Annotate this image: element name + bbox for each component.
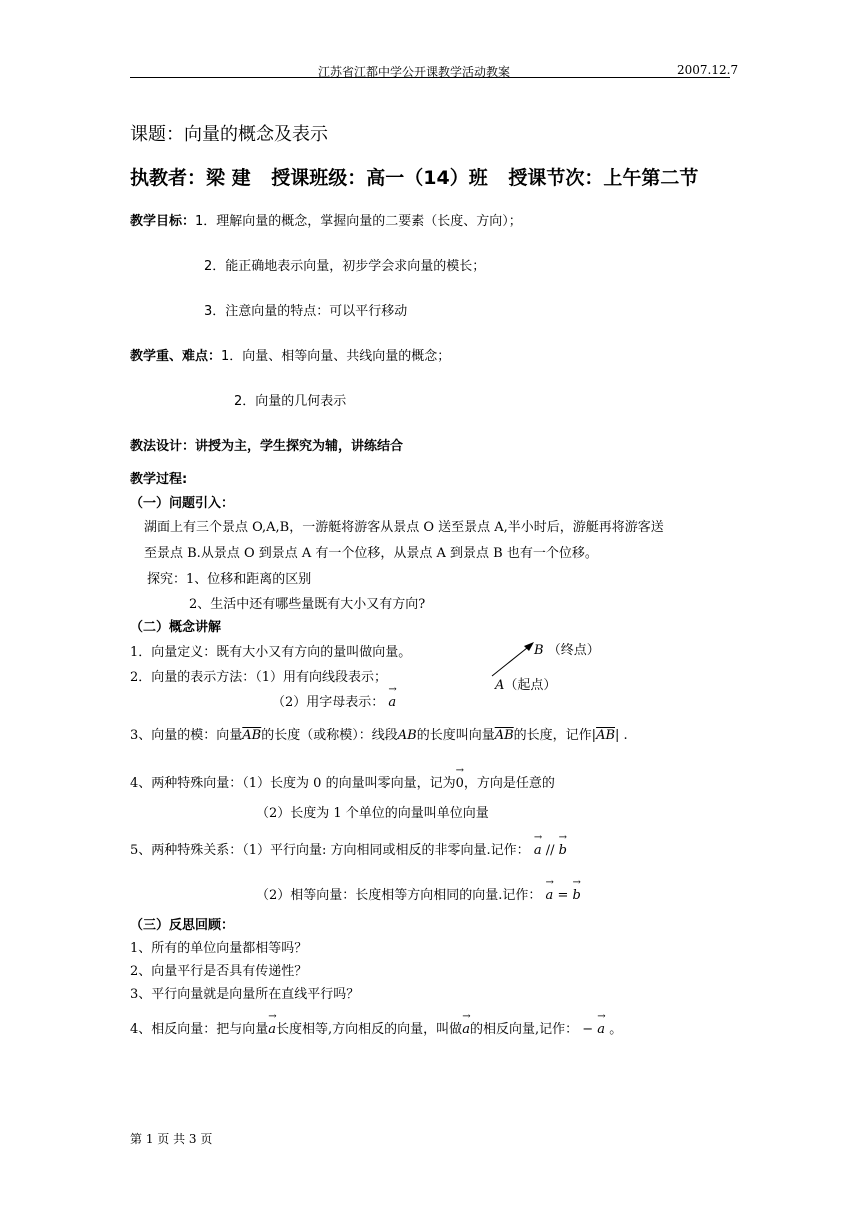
vector-a: → a [534, 843, 542, 858]
page-footer: 第 1 页 共 3 页 [130, 1132, 213, 1146]
header-rule [130, 77, 730, 78]
vector-ab: $\overline{AB}$ [596, 728, 616, 743]
lesson-topic: 课题：向量的概念及表示 [130, 124, 328, 145]
point-a-label [495, 674, 556, 693]
vector-ab: $\overline{AB}$ [494, 728, 514, 743]
intro-paragraph-line-2: 至景点 B.从景点 O 到景点 A 有一个位移，从景点 A 到景点 B 也有一个位移。 [144, 546, 598, 561]
segment-ab: AB [397, 728, 417, 743]
item-5 [130, 839, 567, 858]
header-title: 江苏省江都中学公开课教学活动教案 [318, 65, 511, 79]
item-5-2-text: （2）相等向量：长度相等方向相同的向量.记作： [256, 888, 542, 903]
key-points-label: 教学重、难点： [130, 349, 222, 364]
lesson-info [130, 163, 698, 190]
key-point-1-line [130, 345, 450, 364]
item-4-2: （2）长度为 1 个单位的向量叫单位向量 [256, 806, 489, 821]
objectives-label: 教学目标： [130, 214, 196, 229]
item-4-a: 4、两种特殊向量：（1）长度为 0 的向量叫零向量，记为 [130, 776, 456, 791]
teaching-method [130, 435, 403, 454]
point-a-note: （起点） [504, 678, 557, 693]
item-5-2 [256, 884, 581, 903]
explore-2: 2、生活中还有哪些量既有大小又有方向? [189, 597, 426, 612]
item-3-d: 的长度，记作| [513, 728, 597, 743]
item-1: 1．向量定义：既有大小又有方向的量叫做向量。 [130, 645, 412, 660]
point-a: A [495, 678, 505, 693]
minus-sign: − [582, 1022, 594, 1037]
q4-b: 长度相等,方向相反的向量，叫做 [276, 1022, 463, 1037]
q4-d: 。 [609, 1022, 623, 1037]
vector-line [492, 644, 532, 676]
vector-b: → b [559, 843, 567, 858]
objective-1: 1．理解向量的概念，掌握向量的二要素（长度、方向）； [195, 214, 522, 229]
item-3 [130, 724, 628, 743]
objective-3: 3．注意向量的特点：可以平行移动 [204, 304, 408, 319]
header-date: 2007.12.7 [677, 63, 739, 77]
vector-ab: $\overline{AB}$ [242, 728, 262, 743]
parallel-sign: // [545, 843, 555, 858]
point-b-label [534, 639, 600, 658]
vector-a: → a [462, 1022, 470, 1037]
intro-paragraph-line-1: 湖面上有三个景点 O,A,B，一游艇将游客从景点 O 送至景点 A,半小时后，游艇再将游客送 [144, 520, 664, 535]
point-b: B [534, 643, 544, 658]
section-1-heading: （一）问题引入： [130, 496, 235, 511]
point-b-note: （终点） [547, 643, 600, 658]
item-3-a: 3、向量的模：向量 [130, 728, 243, 743]
objective-2: 2．能正确地表示向量，初步学会求向量的模长； [204, 259, 486, 274]
vector-a: → a [546, 888, 554, 903]
item-5-a: 5、两种特殊关系：（1）平行向量: 方向相同或相反的非零向量.记作： [130, 843, 530, 858]
question-1: 1、所有的单位向量都相等吗？ [130, 941, 308, 956]
vector-a: → a [388, 695, 396, 710]
vector-a: → a [268, 1022, 276, 1037]
equals-sign: = [557, 888, 569, 903]
vector-a: → a [597, 1022, 605, 1037]
zero-vector: → 0 [456, 776, 464, 791]
item-4 [130, 772, 555, 791]
item-4-b: ，方向是任意的 [463, 776, 555, 791]
period: 授课节次：上午第二节 [508, 167, 699, 189]
q4-c: 的相反向量,记作： [469, 1022, 579, 1037]
process-label: 教学过程: [130, 472, 188, 487]
q4-a: 4、相反向量：把与向量 [130, 1022, 269, 1037]
question-3: 3、平行向量就是向量所在直线平行吗？ [130, 987, 360, 1002]
section-3-heading: （三）反思回顾： [130, 918, 235, 933]
item-2b-text: （2）用字母表示： [272, 695, 385, 710]
method-text: 教法设计：讲授为主，学生探究为辅，讲练结合 [130, 439, 404, 454]
item-3-c: 的长度叫向量 [416, 728, 495, 743]
key-point-1: 1．向量、相等向量、共线向量的概念； [221, 349, 451, 364]
item-2: 2．向量的表示方法：（1）用有向线段表示； [130, 670, 388, 685]
item-3-e: | . [615, 728, 628, 743]
item-2b [272, 691, 396, 710]
objective-1-line [130, 210, 522, 229]
section-2-heading: （二）概念讲解 [130, 620, 222, 635]
class-name: 授课班级：高一（14）班 [271, 167, 488, 189]
item-3-b: 的长度（或称模）：线段 [261, 728, 398, 743]
question-2: 2、向量平行是否具有传递性？ [130, 964, 308, 979]
vector-b: → b [573, 888, 581, 903]
question-4 [130, 1018, 622, 1037]
key-point-2: 2．向量的几何表示 [234, 394, 347, 409]
explore-1: 探究：1、位移和距离的区别 [147, 572, 312, 587]
teacher: 执教者：梁 建 [130, 167, 251, 189]
